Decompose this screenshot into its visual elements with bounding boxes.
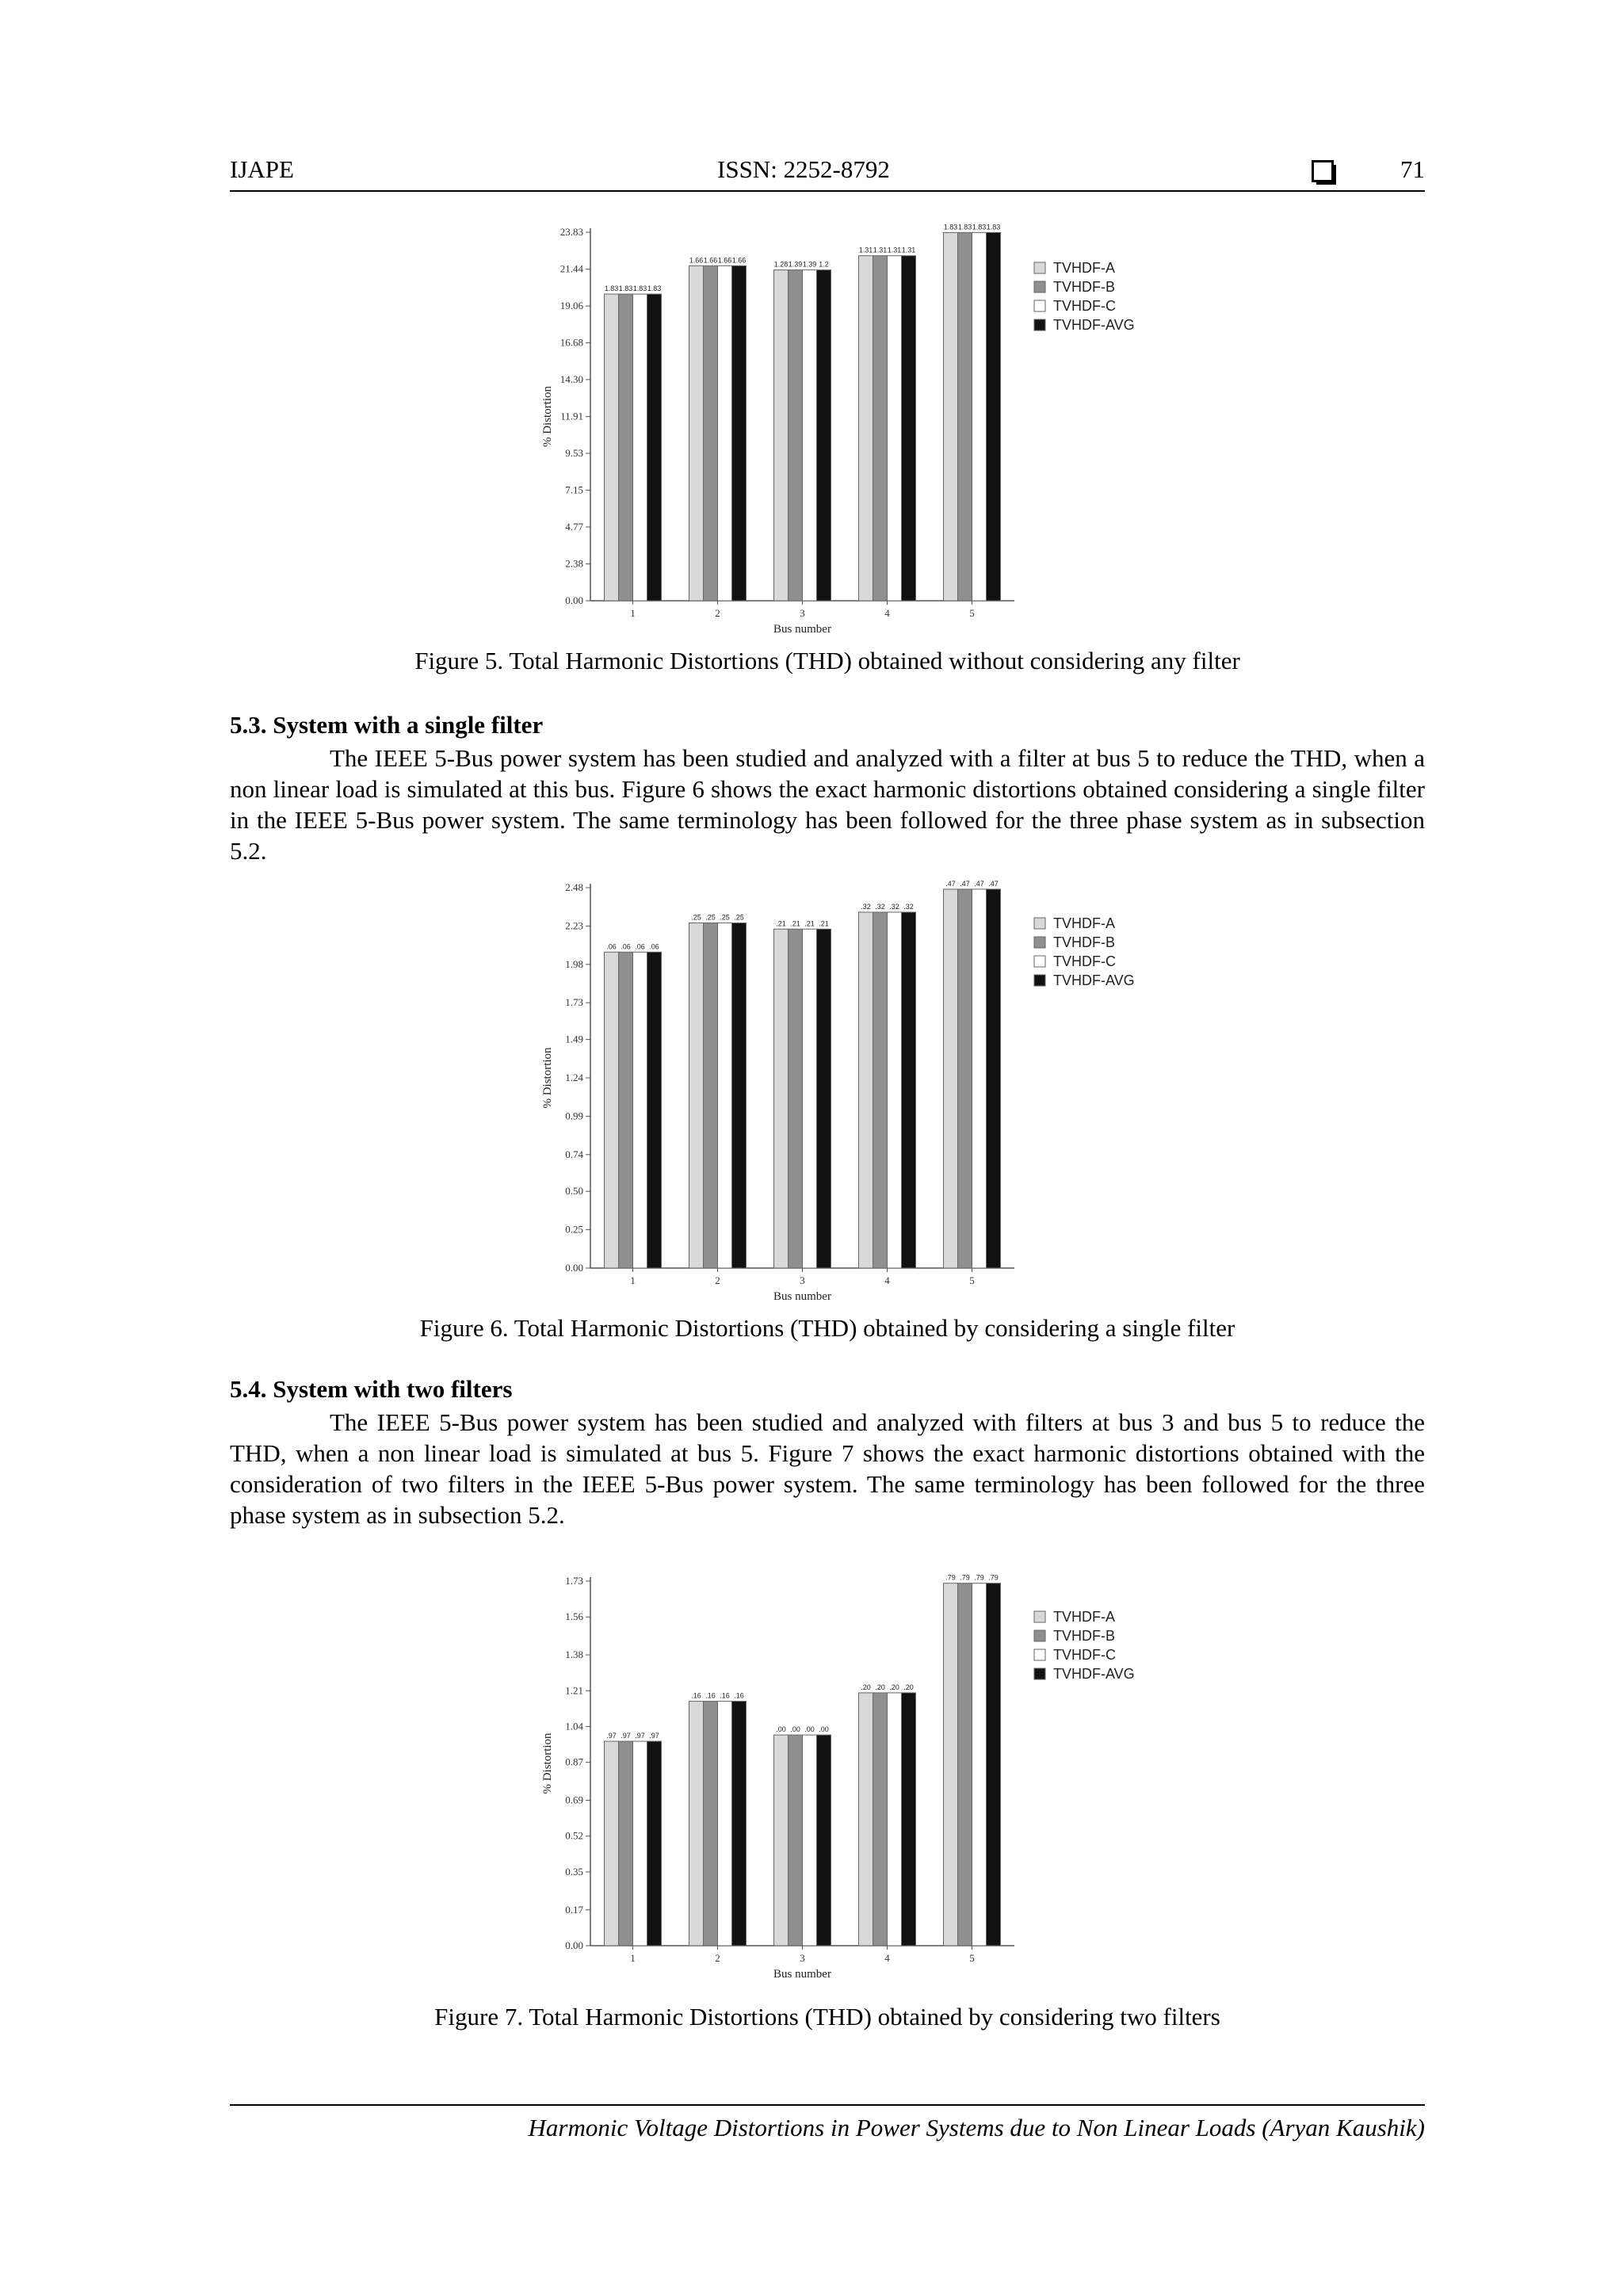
bar bbox=[972, 1584, 987, 1946]
data-label: 1.66 bbox=[703, 256, 718, 265]
bar bbox=[647, 1741, 662, 1946]
bar bbox=[718, 1702, 732, 1946]
bar bbox=[704, 266, 718, 601]
bar bbox=[944, 1584, 958, 1946]
bar bbox=[732, 1702, 747, 1946]
data-label: .25 bbox=[720, 913, 730, 922]
data-label: .20 bbox=[875, 1683, 885, 1691]
section-paragraph-5-3: The IEEE 5-Bus power system has been studied and analyzed with a filter at bus 5 to reduce the THD, when a non linear load is simulated at this bus. Figure 6 shows the exact harmonic distortions obtained considering a single filter in the IEEE 5-Bus power system. The same terminology has been followed for the three phase system as in subsection 5.2. bbox=[230, 744, 1425, 865]
bar bbox=[888, 256, 902, 601]
page-header bbox=[230, 155, 1425, 192]
legend-label: TVHDF-B bbox=[1053, 1628, 1115, 1644]
y-tick-label: 7.15 bbox=[565, 483, 583, 496]
section-heading-5-4: 5.4. System with two filters bbox=[230, 1375, 513, 1403]
section-paragraph-5-4: The IEEE 5-Bus power system has been studied and analyzed with filters at bus 3 and bus 5 to reduce the THD, when a non linear load is simulated at bus 5. Figure 7 shows the exact harmonic distortions obtained with the consideration of two filters in the IEEE 5-Bus power system. The same terminology has been followed for the three phase system as in subsection 5.2. bbox=[230, 1408, 1425, 1529]
data-label: 1.28 bbox=[773, 260, 789, 269]
data-label: .79 bbox=[988, 1573, 999, 1582]
data-label: .21 bbox=[790, 919, 800, 928]
x-tick-label: 3 bbox=[800, 1274, 805, 1286]
y-tick-label: 1.04 bbox=[565, 1720, 583, 1733]
data-label: .00 bbox=[819, 1725, 829, 1734]
legend-label: TVHDF-B bbox=[1053, 279, 1115, 295]
legend-swatch bbox=[1034, 262, 1045, 273]
bar bbox=[859, 256, 873, 601]
bar bbox=[817, 270, 831, 601]
legend-label: TVHDF-A bbox=[1053, 1609, 1115, 1625]
data-label: .97 bbox=[606, 1732, 617, 1740]
y-tick-label: 0.50 bbox=[565, 1185, 583, 1198]
legend-swatch bbox=[1034, 956, 1045, 967]
bar bbox=[987, 889, 1001, 1268]
legend-swatch bbox=[1034, 1668, 1045, 1679]
bar bbox=[817, 929, 831, 1268]
legend-swatch bbox=[1034, 300, 1045, 311]
data-label: .16 bbox=[720, 1691, 730, 1700]
data-label: .47 bbox=[974, 880, 984, 888]
bar bbox=[732, 266, 747, 601]
data-label: .79 bbox=[960, 1573, 970, 1582]
bar bbox=[789, 929, 803, 1268]
bar bbox=[704, 923, 718, 1268]
bar bbox=[958, 1584, 972, 1946]
x-tick-label: 3 bbox=[800, 607, 805, 619]
y-tick-label: 0.99 bbox=[565, 1110, 583, 1122]
page-footer: Harmonic Voltage Distortions in Power Systems due to Non Linear Loads (Aryan Kaushik) bbox=[230, 2104, 1425, 2142]
data-label: .97 bbox=[635, 1732, 645, 1740]
x-tick-label: 5 bbox=[969, 1274, 975, 1286]
y-tick-label: 23.83 bbox=[559, 226, 583, 238]
data-label: .06 bbox=[606, 942, 617, 951]
data-label: .16 bbox=[705, 1691, 716, 1700]
data-label: .00 bbox=[804, 1725, 815, 1734]
figure-5-chart bbox=[539, 224, 1141, 644]
bar bbox=[774, 1735, 789, 1946]
bar bbox=[803, 270, 817, 601]
x-tick-label: 1 bbox=[630, 1274, 636, 1286]
data-label: .00 bbox=[776, 1725, 786, 1734]
legend-swatch bbox=[1034, 1649, 1045, 1660]
data-label: 1.83 bbox=[618, 285, 633, 293]
data-label: .25 bbox=[705, 913, 716, 922]
bar bbox=[987, 232, 1001, 601]
data-label: .21 bbox=[776, 919, 786, 928]
y-tick-label: 1.21 bbox=[565, 1684, 583, 1697]
y-tick-label: 0.69 bbox=[565, 1794, 583, 1806]
y-tick-label: 0.52 bbox=[565, 1829, 583, 1842]
bar-chart bbox=[539, 880, 1141, 1312]
data-label: 1.83 bbox=[986, 224, 1001, 231]
legend-label: TVHDF-AVG bbox=[1053, 1666, 1135, 1682]
bar bbox=[873, 256, 888, 601]
data-label: .21 bbox=[819, 919, 829, 928]
bar bbox=[619, 294, 633, 601]
y-tick-label: 4.77 bbox=[565, 520, 583, 533]
data-label: .25 bbox=[691, 913, 701, 922]
bar bbox=[789, 270, 803, 601]
y-tick-label: 1.24 bbox=[565, 1072, 583, 1083]
figure-5-caption: Figure 5. Total Harmonic Distortions (THD) obtained without considering any filter bbox=[414, 647, 1240, 674]
data-label: 1.83 bbox=[972, 224, 987, 231]
data-label: .47 bbox=[988, 880, 999, 888]
data-label: 1.83 bbox=[943, 224, 958, 231]
data-label: .25 bbox=[734, 913, 744, 922]
bar bbox=[619, 952, 633, 1268]
data-label: 1.83 bbox=[632, 285, 647, 293]
bar bbox=[902, 256, 916, 601]
y-tick-label: 1.98 bbox=[565, 957, 583, 970]
data-label: .32 bbox=[861, 902, 871, 911]
data-label: .21 bbox=[804, 919, 815, 928]
figure-7-caption: Figure 7. Total Harmonic Distortions (THD) obtained by considering two filters bbox=[434, 2003, 1220, 2030]
bar bbox=[633, 952, 647, 1268]
legend-label: TVHDF-C bbox=[1053, 1647, 1116, 1663]
legend-label: TVHDF-B bbox=[1053, 934, 1115, 950]
bar bbox=[647, 952, 662, 1268]
data-label: .16 bbox=[691, 1691, 701, 1700]
data-label: .32 bbox=[889, 902, 899, 911]
data-label: .32 bbox=[903, 902, 914, 911]
y-tick-label: 2.38 bbox=[565, 557, 583, 570]
data-label: 1.66 bbox=[717, 256, 732, 265]
bar bbox=[774, 270, 789, 601]
page-number: 71 bbox=[1400, 155, 1425, 183]
legend-label: TVHDF-C bbox=[1053, 298, 1116, 314]
bar bbox=[774, 929, 789, 1268]
y-tick-label: 0.00 bbox=[565, 1939, 583, 1951]
y-axis-label: % Distortion bbox=[541, 385, 554, 448]
y-tick-label: 21.44 bbox=[559, 262, 583, 275]
legend-label: TVHDF-C bbox=[1053, 953, 1116, 969]
bar bbox=[718, 923, 732, 1268]
bar bbox=[873, 912, 888, 1268]
data-label: .20 bbox=[903, 1683, 914, 1691]
data-label: 1.31 bbox=[901, 246, 916, 254]
legend-swatch bbox=[1034, 975, 1045, 986]
bar bbox=[718, 266, 732, 601]
data-label: 1.66 bbox=[689, 256, 704, 265]
legend-swatch bbox=[1034, 918, 1045, 929]
bar bbox=[958, 232, 972, 601]
bar bbox=[902, 912, 916, 1268]
bar bbox=[972, 889, 987, 1268]
bar bbox=[704, 1702, 718, 1946]
x-tick-label: 3 bbox=[800, 1952, 805, 1964]
y-tick-label: 19.06 bbox=[559, 300, 583, 312]
x-axis-label: Bus number bbox=[773, 1968, 831, 1981]
x-tick-label: 2 bbox=[715, 1952, 720, 1964]
x-tick-label: 2 bbox=[715, 1274, 720, 1286]
data-label: .20 bbox=[889, 1683, 899, 1691]
y-tick-label: 2.23 bbox=[565, 919, 583, 932]
bar bbox=[605, 1741, 619, 1946]
data-label: .06 bbox=[635, 942, 645, 951]
bar bbox=[958, 889, 972, 1268]
bar bbox=[732, 923, 747, 1268]
bar bbox=[689, 266, 704, 601]
square-bullet-icon bbox=[1312, 160, 1334, 182]
data-label: .16 bbox=[734, 1691, 744, 1700]
x-tick-label: 2 bbox=[715, 607, 720, 619]
legend-label: TVHDF-AVG bbox=[1053, 317, 1135, 333]
legend-swatch bbox=[1034, 1611, 1045, 1622]
y-tick-label: 1.49 bbox=[565, 1033, 583, 1045]
y-tick-label: 1.56 bbox=[565, 1610, 583, 1623]
bar bbox=[944, 889, 958, 1268]
data-label: 1.83 bbox=[647, 285, 662, 293]
legend-swatch bbox=[1034, 1630, 1045, 1641]
y-axis-label: % Distortion bbox=[541, 1047, 554, 1109]
data-label: .47 bbox=[960, 880, 970, 888]
bar bbox=[605, 294, 619, 601]
data-label: 1.83 bbox=[957, 224, 972, 231]
data-label: .06 bbox=[621, 942, 631, 951]
y-tick-label: 11.91 bbox=[560, 410, 583, 422]
y-tick-label: 0.74 bbox=[565, 1148, 583, 1160]
data-label: .00 bbox=[790, 1725, 800, 1734]
data-label: .97 bbox=[621, 1732, 631, 1740]
bar bbox=[689, 1702, 704, 1946]
data-label: 1.31 bbox=[873, 246, 888, 254]
bar bbox=[817, 1735, 831, 1946]
legend-label: TVHDF-A bbox=[1053, 915, 1115, 931]
y-tick-label: 1.73 bbox=[565, 996, 583, 1009]
data-label: .20 bbox=[861, 1683, 871, 1691]
bar bbox=[873, 1693, 888, 1946]
data-label: .79 bbox=[974, 1573, 984, 1582]
legend-swatch bbox=[1034, 281, 1045, 292]
y-tick-label: 1.38 bbox=[565, 1648, 583, 1661]
data-label: .06 bbox=[649, 942, 659, 951]
y-tick-label: 2.48 bbox=[565, 881, 583, 893]
x-tick-label: 1 bbox=[630, 607, 636, 619]
x-axis-label: Bus number bbox=[773, 623, 831, 636]
bar-chart bbox=[539, 1573, 1141, 1989]
bar bbox=[633, 294, 647, 601]
figure-6-caption: Figure 6. Total Harmonic Distortions (THD) obtained by considering a single filter bbox=[419, 1314, 1235, 1342]
x-tick-label: 1 bbox=[630, 1952, 636, 1964]
bar-chart bbox=[539, 224, 1141, 644]
x-axis-label: Bus number bbox=[773, 1290, 831, 1303]
bar bbox=[647, 294, 662, 601]
legend-swatch bbox=[1034, 319, 1045, 330]
legend-label: TVHDF-AVG bbox=[1053, 972, 1135, 988]
y-tick-label: 14.30 bbox=[559, 372, 583, 385]
bar bbox=[633, 1741, 647, 1946]
bar bbox=[859, 1693, 873, 1946]
journal-name: IJAPE bbox=[230, 155, 294, 183]
bar bbox=[888, 1693, 902, 1946]
legend-swatch bbox=[1034, 937, 1045, 948]
y-tick-label: 0.35 bbox=[565, 1865, 583, 1878]
y-axis-label: % Distortion bbox=[541, 1733, 554, 1794]
bar bbox=[803, 929, 817, 1268]
bar bbox=[888, 912, 902, 1268]
y-tick-label: 0.00 bbox=[565, 1262, 583, 1274]
bar bbox=[902, 1693, 916, 1946]
y-tick-label: 0.00 bbox=[565, 594, 583, 606]
y-tick-label: 1.73 bbox=[565, 1575, 583, 1587]
data-label: 1.66 bbox=[731, 256, 747, 265]
y-tick-label: 0.17 bbox=[565, 1903, 583, 1916]
data-label: 1.83 bbox=[604, 285, 619, 293]
x-tick-label: 4 bbox=[884, 1952, 890, 1964]
bar bbox=[619, 1741, 633, 1946]
x-tick-label: 4 bbox=[884, 607, 890, 619]
bar bbox=[689, 923, 704, 1268]
x-tick-label: 5 bbox=[969, 1952, 975, 1964]
bar bbox=[859, 912, 873, 1268]
legend-label: TVHDF-A bbox=[1053, 260, 1115, 276]
bar bbox=[987, 1584, 1001, 1946]
y-tick-label: 0.87 bbox=[565, 1755, 583, 1768]
bar bbox=[803, 1735, 817, 1946]
y-tick-label: 9.53 bbox=[565, 447, 583, 460]
data-label: 1.39 bbox=[788, 260, 803, 269]
data-label: .97 bbox=[649, 1732, 659, 1740]
section-heading-5-3: 5.3. System with a single filter bbox=[230, 711, 544, 739]
data-label: .79 bbox=[945, 1573, 956, 1582]
data-label: .47 bbox=[945, 880, 956, 888]
figure-7-chart bbox=[539, 1573, 1141, 1989]
data-label: 1.31 bbox=[858, 246, 873, 254]
bar bbox=[605, 952, 619, 1268]
y-tick-label: 0.25 bbox=[565, 1223, 583, 1236]
issn: ISSN: 2252-8792 bbox=[717, 155, 890, 183]
bar bbox=[972, 232, 987, 601]
bar bbox=[789, 1735, 803, 1946]
bar bbox=[944, 232, 958, 601]
x-tick-label: 5 bbox=[969, 607, 975, 619]
data-label: .32 bbox=[875, 902, 885, 911]
data-label: 1.31 bbox=[887, 246, 902, 254]
y-tick-label: 16.68 bbox=[559, 336, 583, 349]
figure-6-chart bbox=[539, 880, 1141, 1312]
data-label: 1.2 bbox=[819, 260, 829, 269]
x-tick-label: 4 bbox=[884, 1274, 890, 1286]
data-label: 1.39 bbox=[802, 260, 817, 269]
